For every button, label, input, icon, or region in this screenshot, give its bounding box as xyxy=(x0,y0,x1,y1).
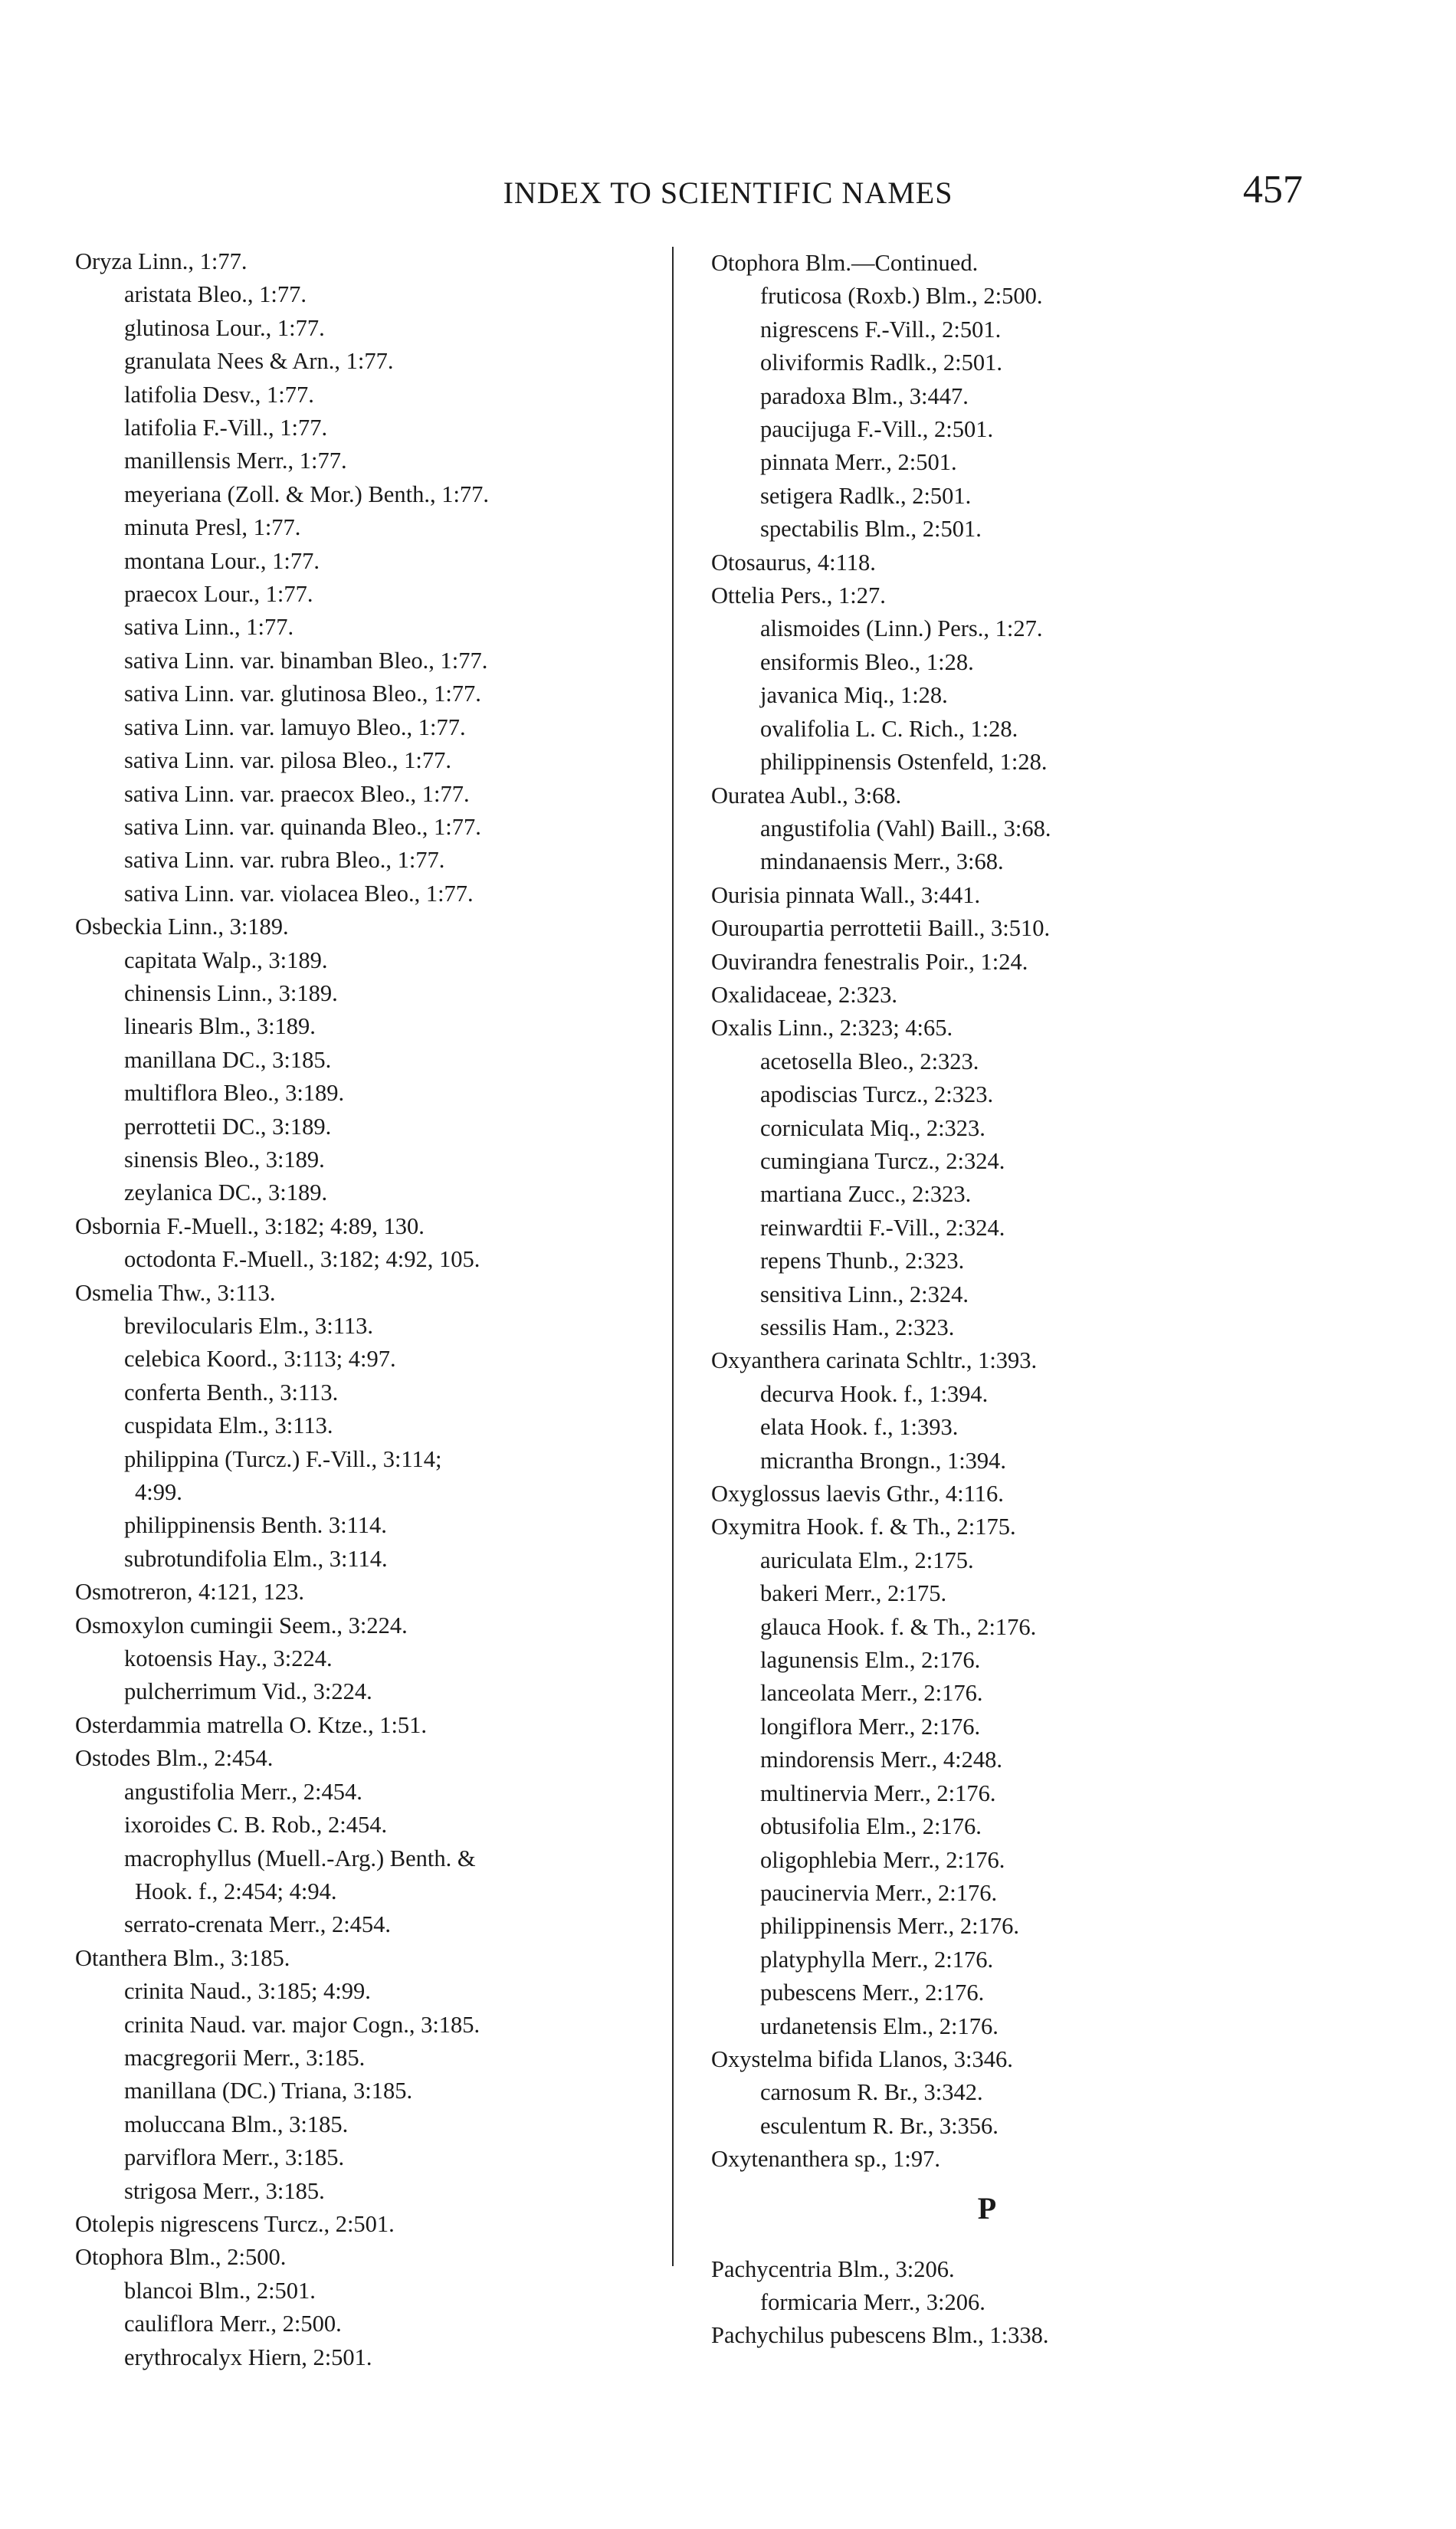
index-entry-species: formicaria Merr., 3:206. xyxy=(760,2288,985,2315)
index-entry-species: sativa Linn. var. quinanda Bleo., 1:77. xyxy=(124,813,481,840)
index-entry-species: sativa Linn. var. violacea Bleo., 1:77. xyxy=(124,880,474,907)
index-entry-species: blancoi Blm., 2:501. xyxy=(124,2277,316,2304)
index-entry-species: philippina (Turcz.) F.-Vill., 3:114; xyxy=(124,1445,442,1472)
index-entry-species: cuspidata Elm., 3:113. xyxy=(124,1412,333,1439)
index-entry-species: sativa Linn. var. pilosa Bleo., 1:77. xyxy=(124,747,451,774)
index-entry-species: corniculata Miq., 2:323. xyxy=(760,1114,985,1141)
index-entry-genus: Otosaurus, 4:118. xyxy=(711,549,876,576)
running-title: INDEX TO SCIENTIFIC NAMES xyxy=(503,175,953,210)
index-entry-genus: Ouroupartia perrottetii Baill., 3:510. xyxy=(711,915,1051,942)
index-entry-genus: Osbornia F.-Muell., 3:182; 4:89, 130. xyxy=(75,1212,425,1239)
index-entry-species: montana Lour., 1:77. xyxy=(124,547,320,574)
index-entry-species: nigrescens F.-Vill., 2:501. xyxy=(760,316,1002,343)
index-entry-species: elata Hook. f., 1:393. xyxy=(760,1414,959,1441)
index-entry-species: paucijuga F.-Vill., 2:501. xyxy=(760,416,994,443)
index-entry-species: manillensis Merr., 1:77. xyxy=(124,448,347,474)
index-entry-species: philippinensis Benth. 3:114. xyxy=(124,1512,387,1539)
index-entry-genus: Ouratea Aubl., 3:68. xyxy=(711,782,902,809)
index-entry-species: manillana DC., 3:185. xyxy=(124,1046,332,1073)
index-entry-genus: Pachycentria Blm., 3:206. xyxy=(711,2255,955,2282)
index-entry-species: minuta Presl, 1:77. xyxy=(124,514,301,541)
index-entry-species: latifolia Desv., 1:77. xyxy=(124,381,314,408)
index-entry-species: alismoides (Linn.) Pers., 1:27. xyxy=(760,615,1043,642)
index-entry-species: reinwardtii F.-Vill., 2:324. xyxy=(760,1214,1005,1241)
index-entry-species: strigosa Merr., 3:185. xyxy=(124,2177,325,2204)
section-letter-heading: P xyxy=(977,2190,997,2226)
index-entry-species: paucinervia Merr., 2:176. xyxy=(760,1879,998,1906)
index-entry-species: urdanetensis Elm., 2:176. xyxy=(760,2012,999,2039)
index-entry-species: sessilis Ham., 2:323. xyxy=(760,1314,955,1340)
index-entry-genus: Otophora Blm., 2:500. xyxy=(75,2244,287,2271)
index-entry-species: crinita Naud., 3:185; 4:99. xyxy=(124,1978,371,2005)
index-entry-species: subrotundifolia Elm., 3:114. xyxy=(124,1545,388,1572)
index-entries-right xyxy=(711,247,1294,2176)
index-entry-species: macgregorii Merr., 3:185. xyxy=(124,2044,366,2071)
index-entry-species: conferta Benth., 3:113. xyxy=(124,1379,339,1406)
index-entry-genus: Osmotreron, 4:121, 123. xyxy=(75,1579,305,1606)
index-column-right xyxy=(711,247,1294,2353)
index-entry-species: angustifolia Merr., 2:454. xyxy=(124,1778,362,1805)
index-entry-genus: Oxalis Linn., 2:323; 4:65. xyxy=(711,1015,953,1041)
index-entry-species: philippinensis Merr., 2:176. xyxy=(760,1913,1020,1940)
index-entry-species: kotoensis Hay., 3:224. xyxy=(124,1645,333,1672)
index-entry-genus: Otolepis nigrescens Turcz., 2:501. xyxy=(75,2210,395,2237)
index-entry-species: decurva Hook. f., 1:394. xyxy=(760,1380,989,1407)
index-entry-genus: Oxystelma bifida Llanos, 3:346. xyxy=(711,2045,1013,2072)
index-entry-genus: Oxytenanthera sp., 1:97. xyxy=(711,2146,940,2173)
index-entry-species: sativa Linn., 1:77. xyxy=(124,614,294,641)
index-entry-species: martiana Zucc., 2:323. xyxy=(760,1181,972,1208)
index-entry-species: praecox Lour., 1:77. xyxy=(124,581,313,608)
index-entry-species: macrophyllus (Muell.-Arg.) Benth. & xyxy=(124,1845,476,1871)
index-entry-continuation: 4:99. xyxy=(135,1479,182,1506)
index-entry-species: pulcherrimum Vid., 3:224. xyxy=(124,1678,372,1705)
index-entry-species: micrantha Brongn., 1:394. xyxy=(760,1447,1007,1474)
index-entry-species: ensiformis Bleo., 1:28. xyxy=(760,648,974,675)
index-entry-genus: Ourisia pinnata Wall., 3:441. xyxy=(711,881,981,908)
index-entry-species: ixoroides C. B. Rob., 2:454. xyxy=(124,1812,388,1839)
page-header xyxy=(0,153,1456,222)
index-entry-species: obtusifolia Elm., 2:176. xyxy=(760,1813,982,1840)
index-entry-species: aristata Bleo., 1:77. xyxy=(124,281,307,308)
index-entry-species: sativa Linn. var. rubra Bleo., 1:77. xyxy=(124,847,445,874)
page-number: 457 xyxy=(1243,168,1303,212)
index-entry-species: lanceolata Merr., 2:176. xyxy=(760,1680,983,1707)
index-entry-species: ovalifolia L. C. Rich., 1:28. xyxy=(760,715,1018,742)
index-entry-species: fruticosa (Roxb.) Blm., 2:500. xyxy=(760,283,1043,310)
index-entry-genus: Oxyglossus laevis Gthr., 4:116. xyxy=(711,1481,1004,1507)
index-entry-species: carnosum R. Br., 3:342. xyxy=(760,2079,983,2106)
index-entries-after-heading xyxy=(711,2253,1294,2353)
index-entry-genus: Ottelia Pers., 1:27. xyxy=(711,582,886,609)
index-entry-species: lagunensis Elm., 2:176. xyxy=(760,1647,981,1674)
index-entry-species: repens Thunb., 2:323. xyxy=(760,1248,965,1274)
index-entry-species: granulata Nees & Arn., 1:77. xyxy=(124,348,394,375)
index-entry-species: meyeriana (Zoll. & Mor.) Benth., 1:77. xyxy=(124,481,490,507)
index-entry-species: chinensis Linn., 3:189. xyxy=(124,979,338,1006)
index-entry-species: sativa Linn. var. praecox Bleo., 1:77. xyxy=(124,780,470,807)
index-entry-genus: Osmoxylon cumingii Seem., 3:224. xyxy=(75,1612,408,1638)
index-entry-species: sativa Linn. var. glutinosa Bleo., 1:77. xyxy=(124,681,481,707)
index-entry-genus: Ostodes Blm., 2:454. xyxy=(75,1745,274,1772)
index-entry-species: esculentum R. Br., 3:356. xyxy=(760,2112,999,2139)
index-entry-species: crinita Naud. var. major Cogn., 3:185. xyxy=(124,2011,480,2038)
index-entry-species: pubescens Merr., 2:176. xyxy=(760,1980,985,2006)
index-entry-species: philippinensis Ostenfeld, 1:28. xyxy=(760,749,1048,776)
index-entry-species: oliviformis Radlk., 2:501. xyxy=(760,349,1003,376)
index-entry-species: angustifolia (Vahl) Baill., 3:68. xyxy=(760,815,1051,841)
index-entry-species: serrato-crenata Merr., 2:454. xyxy=(124,1911,392,1938)
index-entry-species: sativa Linn. var. binamban Bleo., 1:77. xyxy=(124,647,488,674)
index-entry-species: longiflora Merr., 2:176. xyxy=(760,1713,981,1740)
index-entry-genus: Ouvirandra fenestralis Poir., 1:24. xyxy=(711,948,1028,975)
index-entry-species: javanica Miq., 1:28. xyxy=(760,682,948,709)
index-entry-species: glutinosa Lour., 1:77. xyxy=(124,314,325,341)
index-entry-genus: Osterdammia matrella O. Ktze., 1:51. xyxy=(75,1711,428,1738)
index-entry-species: multinervia Merr., 2:176. xyxy=(760,1779,996,1806)
index-entry-species: capitata Walp., 3:189. xyxy=(124,946,328,973)
index-entry-species: sensitiva Linn., 2:324. xyxy=(760,1281,969,1307)
index-entry-genus: Oxyanthera carinata Schltr., 1:393. xyxy=(711,1347,1038,1374)
index-entry-species: perrottetii DC., 3:189. xyxy=(124,1113,332,1140)
index-entry-species: platyphylla Merr., 2:176. xyxy=(760,1946,994,1973)
index-entry-genus: Osbeckia Linn., 3:189. xyxy=(75,914,289,940)
index-entry-species: glauca Hook. f. & Th., 2:176. xyxy=(760,1613,1037,1640)
index-entry-species: oligophlebia Merr., 2:176. xyxy=(760,1846,1005,1873)
index-entry-species: zeylanica DC., 3:189. xyxy=(124,1179,328,1206)
index-entry-species: parviflora Merr., 3:185. xyxy=(124,2144,345,2171)
index-entry-species: mindanaensis Merr., 3:68. xyxy=(760,848,1004,875)
index-entry-species: paradoxa Blm., 3:447. xyxy=(760,382,969,409)
column-divider xyxy=(672,247,674,2266)
index-entry-species: brevilocularis Elm., 3:113. xyxy=(124,1313,373,1339)
index-entry-genus: Oxalidaceae, 2:323. xyxy=(711,981,898,1008)
index-entry-species: apodiscias Turcz., 2:323. xyxy=(760,1081,994,1108)
index-entry-species: spectabilis Blm., 2:501. xyxy=(760,516,982,543)
index-entry-species: manillana (DC.) Triana, 3:185. xyxy=(124,2078,413,2104)
index-column-left xyxy=(75,245,657,2374)
index-entry-genus: Otophora Blm.—Continued. xyxy=(711,250,979,276)
index-entry-species: cauliflora Merr., 2:500. xyxy=(124,2311,342,2337)
index-entry-species: pinnata Merr., 2:501. xyxy=(760,449,957,476)
index-entry-species: celebica Koord., 3:113; 4:97. xyxy=(124,1346,396,1373)
index-entry-species: auriculata Elm., 2:175. xyxy=(760,1547,974,1573)
index-entry-species: multiflora Bleo., 3:189. xyxy=(124,1080,345,1107)
index-entry-genus: Otanthera Blm., 3:185. xyxy=(75,1944,290,1971)
index-entry-species: erythrocalyx Hiern, 2:501. xyxy=(124,2344,372,2370)
index-entry-species: moluccana Blm., 3:185. xyxy=(124,2111,349,2137)
index-entry-genus: Oxymitra Hook. f. & Th., 2:175. xyxy=(711,1514,1016,1540)
index-entry-species: mindorensis Merr., 4:248. xyxy=(760,1747,1002,1773)
index-entry-species: bakeri Merr., 2:175. xyxy=(760,1580,947,1607)
index-entry-species: sativa Linn. var. lamuyo Bleo., 1:77. xyxy=(124,713,466,740)
index-entry-genus: Oryza Linn., 1:77. xyxy=(75,248,248,274)
index-entry-species: octodonta F.-Muell., 3:182; 4:92, 105. xyxy=(124,1246,480,1273)
index-entry-species: cumingiana Turcz., 2:324. xyxy=(760,1147,1005,1174)
index-entry-continuation: Hook. f., 2:454; 4:94. xyxy=(135,1878,337,1904)
index-entry-genus: Pachychilus pubescens Blm., 1:338. xyxy=(711,2322,1049,2349)
index-entry-species: latifolia F.-Vill., 1:77. xyxy=(124,415,328,441)
index-entry-species: sinensis Bleo., 3:189. xyxy=(124,1146,325,1173)
index-entry-genus: Osmelia Thw., 3:113. xyxy=(75,1279,276,1306)
index-entry-species: linearis Blm., 3:189. xyxy=(124,1013,316,1040)
index-entry-species: acetosella Bleo., 2:323. xyxy=(760,1048,979,1074)
index-entry-species: setigera Radlk., 2:501. xyxy=(760,482,972,509)
